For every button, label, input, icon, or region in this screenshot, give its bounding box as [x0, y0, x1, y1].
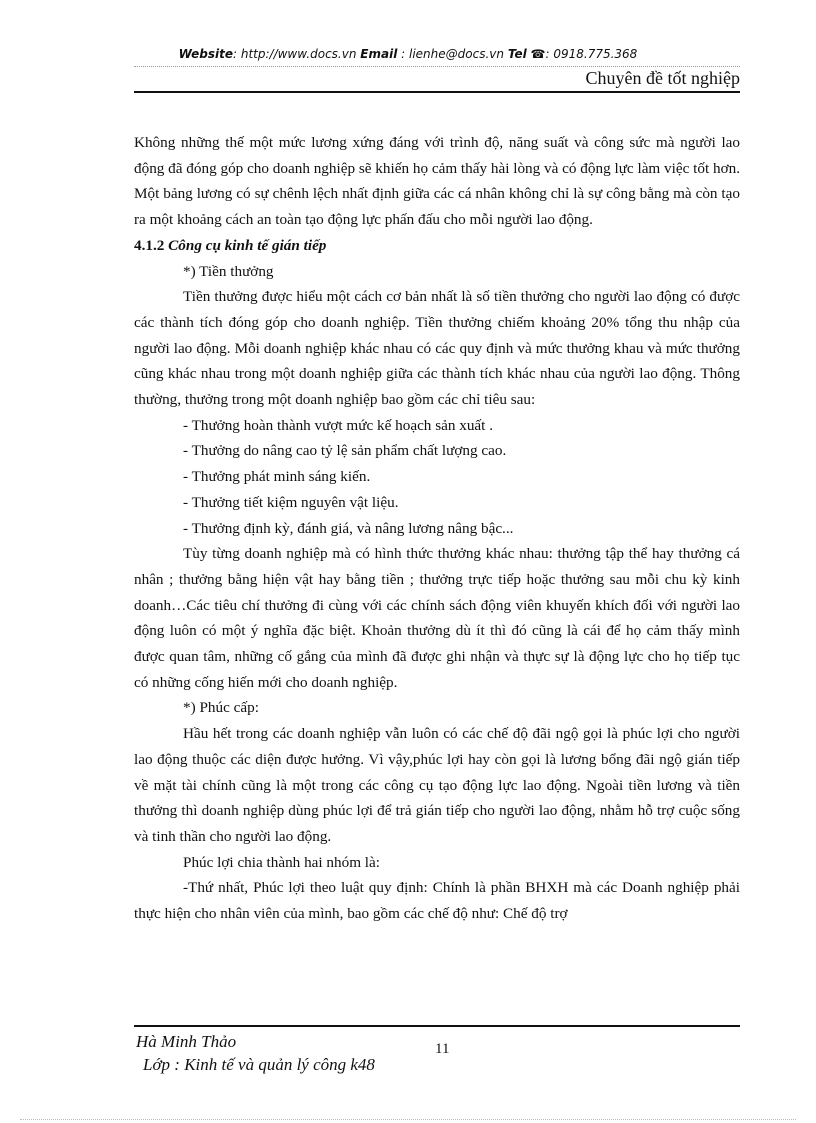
list-item: - Thưởng phát minh sáng kiến. [183, 468, 371, 486]
email-value[interactable]: : lienhe@docs.vn [401, 47, 504, 61]
page-number: 11 [435, 1041, 450, 1057]
section-heading [134, 233, 740, 259]
website-value[interactable]: : http://www.docs.vn [233, 47, 357, 61]
paragraph: Tiền thưởng được hiểu một cách cơ bản nhất là số tiền thưởng cho người lao động có được các thành tích đóng góp cho doanh nghiệp. Tiền thưởng chiếm khoảng 20% tổng thu nhập của người lao động. Mỗi doanh nghiệp khác nhau có các quy định và mức thưởng khau và mức thưởng cũng khác nhau trong một doanh nghiệp giữa các thành tích khác nhau của người lao động. Thông thường, thưởng trong một doanh nghiệp bao gồm các chỉ tiêu sau: [134, 288, 740, 409]
footer-class: Lớp : Kinh tế và quản lý công k48 [143, 1055, 375, 1074]
footer-rule [134, 1025, 740, 1027]
list-item: - Thưởng do nâng cao tỷ lệ sản phẩm chất lượng cao. [183, 442, 507, 460]
footer-author: Hà Minh Thảo [136, 1032, 237, 1051]
website-header [0, 47, 816, 61]
paragraph: -Thứ nhất, Phúc lợi theo luật quy định: Chính là phần BHXH mà các Doanh nghiệp phải thực hiện cho nhân viên của mình, bao gồm các chế độ như: Chế độ trợ [134, 879, 740, 923]
section-number: 4.1.2 [134, 236, 165, 254]
paragraph: Phúc lợi chia thành hai nhóm là: [183, 853, 380, 871]
header-rule [134, 91, 740, 93]
paragraph: Không những thế một mức lương xứng đáng với trình độ, năng suất và công sức mà người lao động đã đóng góp cho doanh nghiệp sẽ khiến họ cảm thấy hài lòng và có động lực làm việc tốt hơn. Một bảng lương có sự chênh lệch nhất định giữa các cá nhân không chỉ là sự công bằng mà còn tạo ra một khoảng cách an toàn tạo động lực phấn đấu cho mỗi người lao động. [134, 134, 740, 229]
website-label: Website [178, 47, 233, 61]
paragraph: Tùy từng doanh nghiệp mà có hình thức thưởng khác nhau: thưởng tập thể hay thưởng cá nhân ; thưởng bằng hiện vật hay bằng tiền ; thưởng trực tiếp hoặc thưởng sau mỗi chu kỳ kinh doanh…Các tiêu chí thưởng đi cùng với các chính sách động viên khuyến khích đối với người lao động luôn có một ý nghĩa đặc biệt. Khoản thưởng dù ít thì đó cũng là cái để họ cảm thấy mình được quan tâm, những cố gắng của mình đã được ghi nhận và thực sự là động lực cho họ tiếp tục có những cống hiến mới cho doanh nghiệp. [134, 545, 740, 691]
page-bottom-divider [20, 1119, 796, 1120]
subheading-tien-thuong: *) Tiền thưởng [183, 262, 274, 280]
section-title: Công cụ kinh tế gián tiếp [168, 236, 327, 254]
email-label: Email [360, 47, 398, 61]
paragraph: Hầu hết trong các doanh nghiệp vẫn luôn có các chế độ đãi ngộ gọi là phúc lợi cho người lao động thuộc các diện được hưởng. Vì vậy,phúc lợi hay còn gọi là lương bổng đãi ngộ gián tiếp về mặt tài chính cũng là một trong các công cụ tạo động lực lao động. Ngoài tiền lương và tiền thưởng thì doanh nghiệp dùng phúc lợi để trả gián tiếp cho người lao động, nhằm hỗ trợ cuộc sống và tinh thần cho người lao động. [134, 725, 740, 845]
list-item: - Thưởng hoàn thành vượt mức kế hoạch sản xuất . [183, 416, 493, 434]
list-item: - Thưởng định kỳ, đánh giá, và nâng lương nâng bậc... [183, 519, 514, 537]
page-body [134, 130, 740, 927]
tel-label: Tel [507, 47, 527, 61]
list-item: - Thưởng tiết kiệm nguyên vật liệu. [183, 493, 399, 511]
subheading-phuc-cap: *) Phúc cấp: [183, 699, 259, 717]
header-divider [134, 66, 740, 67]
tel-value: : 0918.775.368 [545, 47, 638, 61]
phone-icon: ☎ [530, 47, 546, 61]
document-title: Chuyên đề tốt nghiệp [585, 68, 740, 88]
